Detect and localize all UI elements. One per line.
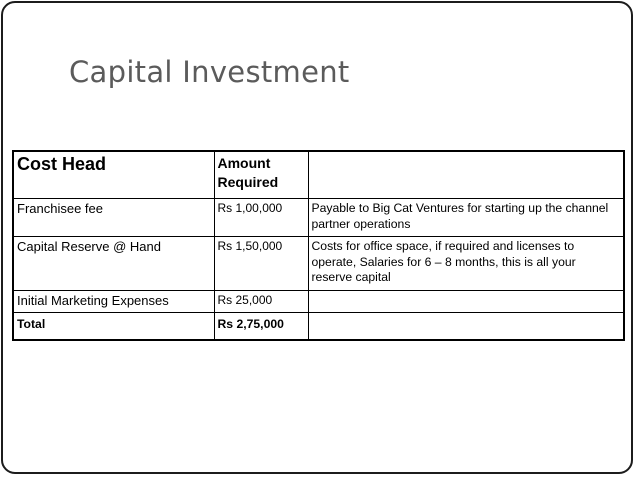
table-header-row [13,151,624,199]
table-row [13,290,624,313]
table-row [13,199,624,237]
total-amount: Rs 2,75,000 [214,313,308,341]
table-row [13,237,624,291]
header-amount-required: Amount Required [214,151,308,199]
amount-cell: Rs 1,50,000 [214,237,308,291]
total-row [13,313,624,341]
remarks-cell: Costs for office space, if required and licenses to operate, Salaries for 6 – 8 months, this is all your reserve capital [308,237,624,291]
capital-investment-table [12,150,625,341]
slide-title: Capital Investment [69,55,350,89]
slide [1,1,633,474]
remarks-cell: Payable to Big Cat Ventures for starting up the channel partner operations [308,199,624,237]
total-remarks [308,313,624,341]
remarks-cell [308,290,624,313]
amount-cell: Rs 25,000 [214,290,308,313]
header-cost-head: Cost Head [13,151,214,199]
cost-head-cell: Initial Marketing Expenses [13,290,214,313]
total-label: Total [13,313,214,341]
cost-head-cell: Franchisee fee [13,199,214,237]
amount-cell: Rs 1,00,000 [214,199,308,237]
header-remarks [308,151,624,199]
cost-head-cell: Capital Reserve @ Hand [13,237,214,291]
